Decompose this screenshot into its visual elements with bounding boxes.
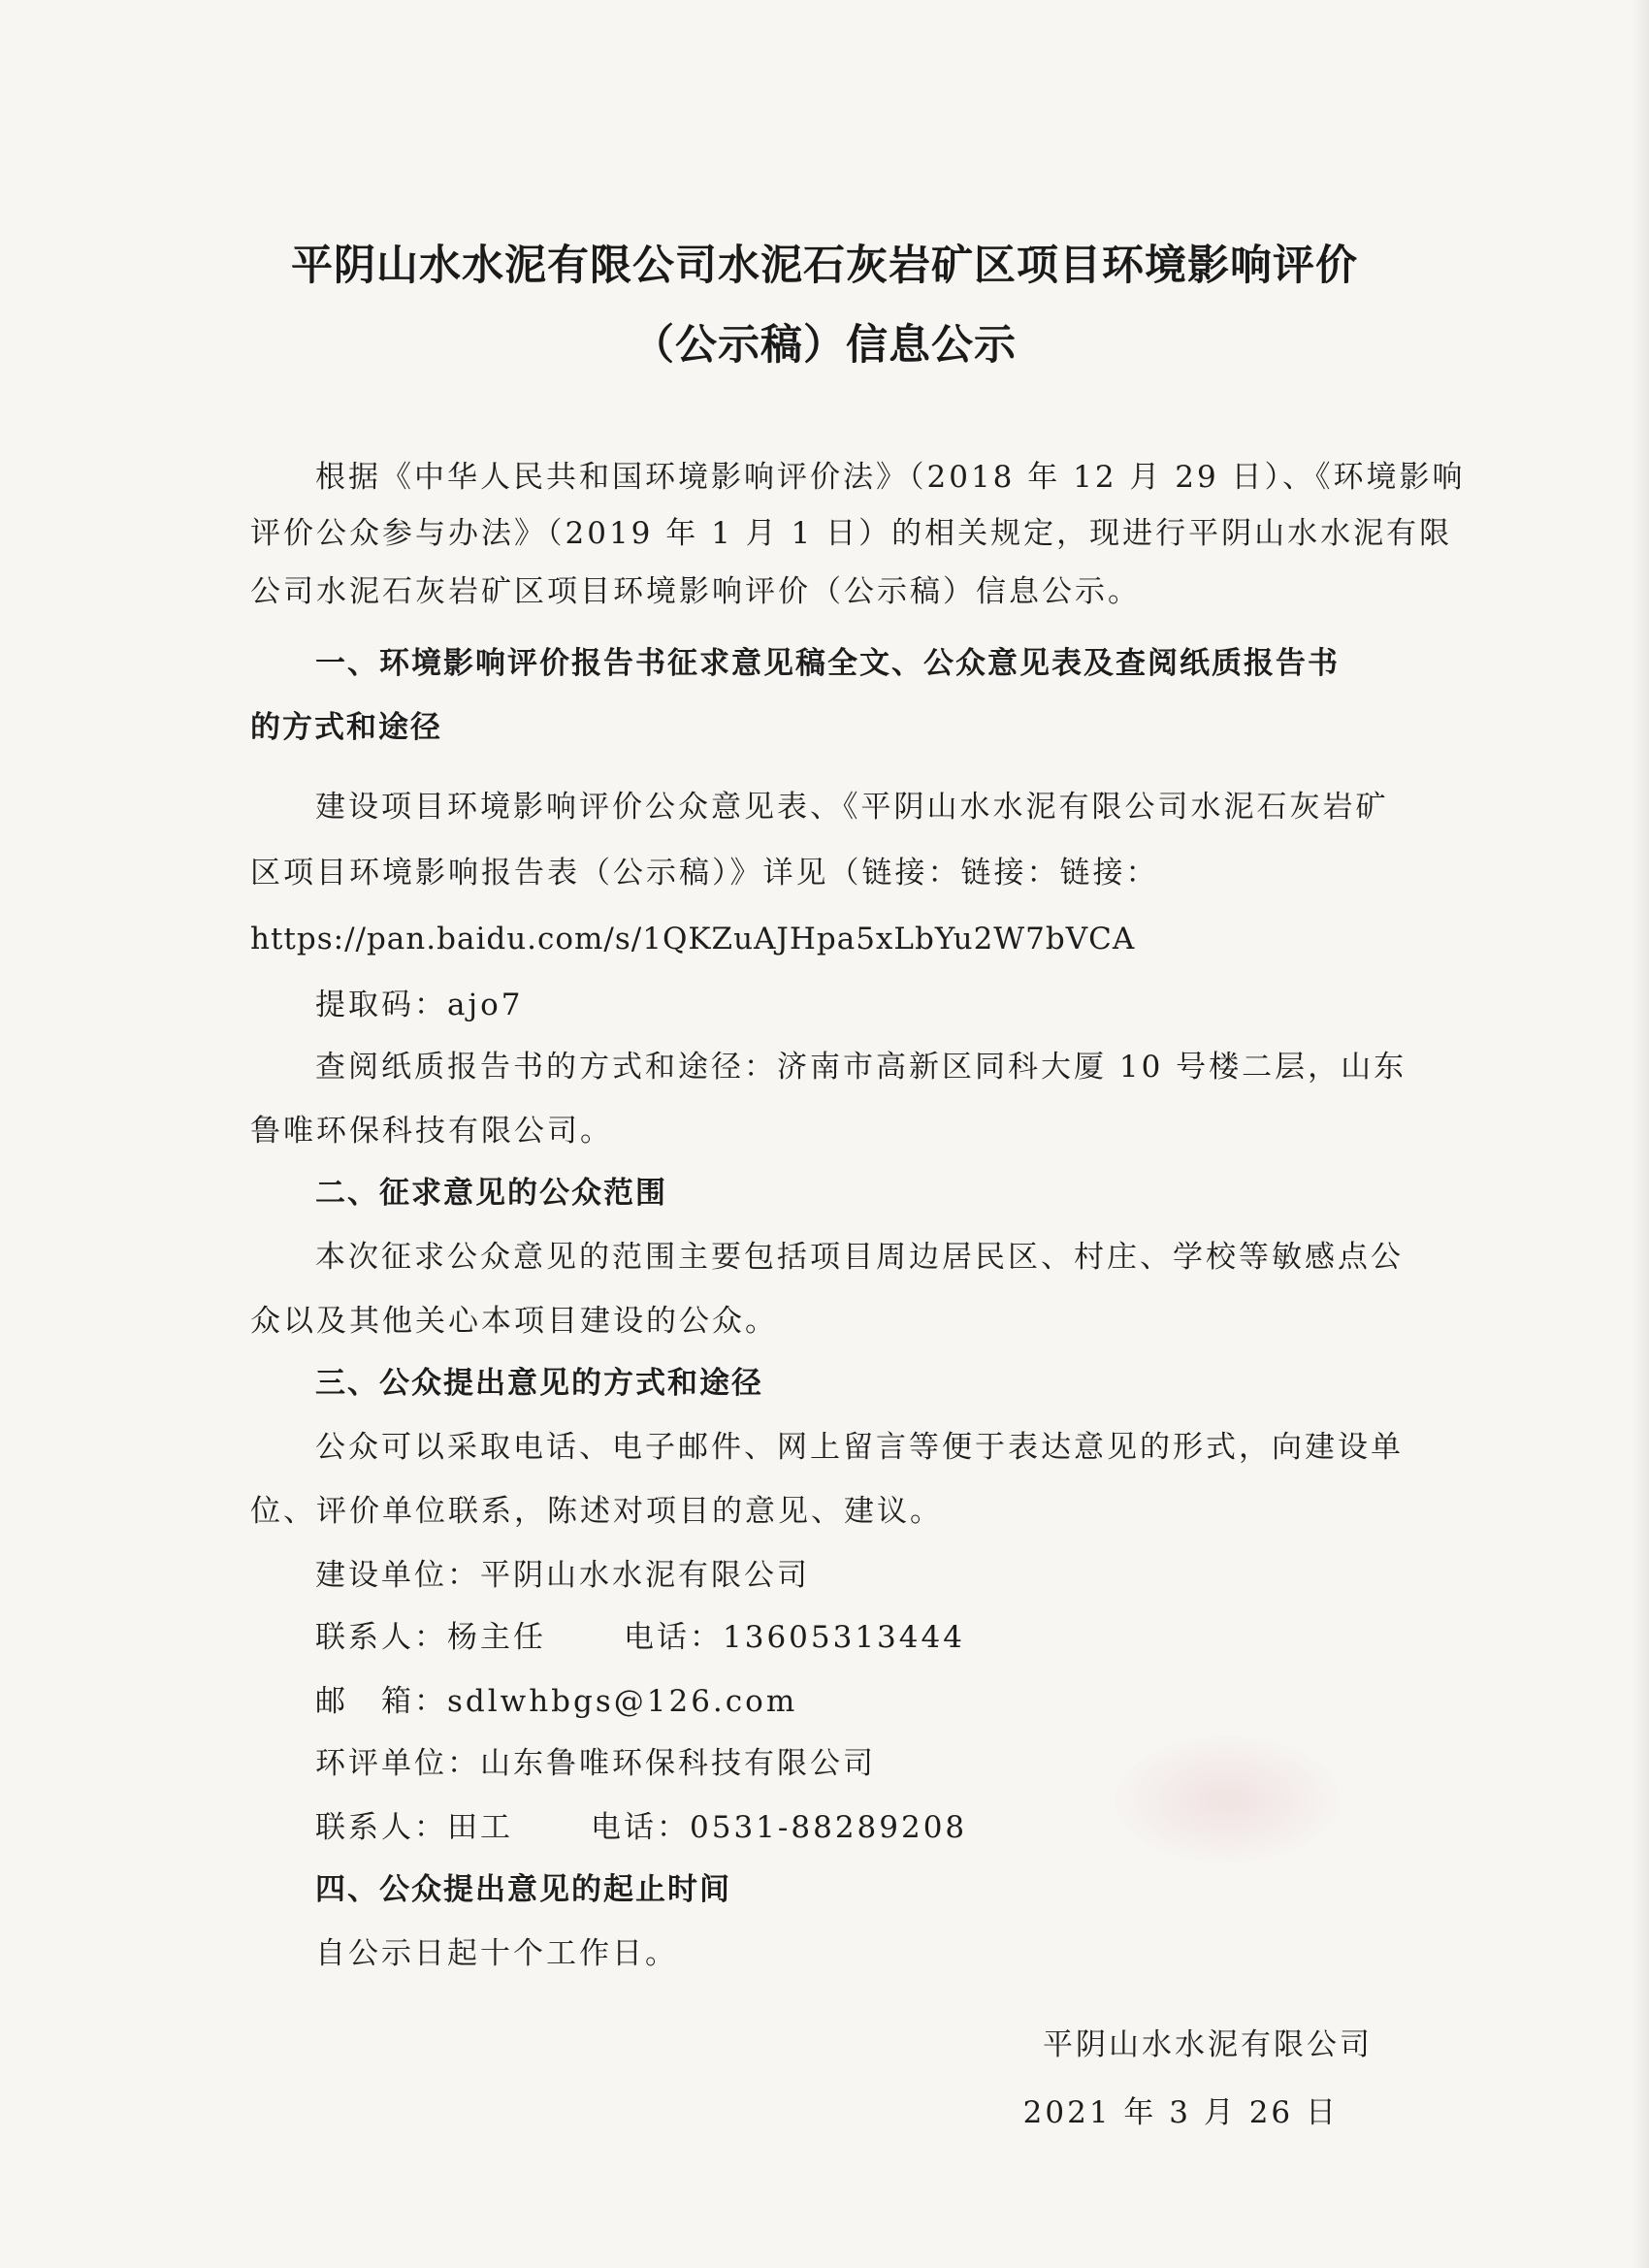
intro-line-3: 公司水泥石灰岩矿区项目环境影响评价（公示稿）信息公示。 [250,574,1141,609]
section1-heading-line-2: 的方式和途径 [250,710,442,745]
intro-line-2: 评价公众参与办法》（2019 年 1 月 1 日）的相关规定，现进行平阴山水水泥有限 [250,516,1453,551]
document-title-line-2: （公示稿）信息公示 [632,321,1017,370]
builder-phone: 电话：13605313444 [624,1620,965,1655]
section1-heading-line-1: 一、环境影响评价报告书征求意见稿全文、公众意见表及查阅纸质报告书 [315,646,1340,681]
builder-contact: 联系人：杨主任 [315,1620,546,1655]
builder-unit: 建设单位：平阴山水水泥有限公司 [315,1558,810,1593]
evaluator-unit: 环评单位：山东鲁唯环保科技有限公司 [315,1746,876,1781]
evaluator-phone: 电话：0531-88289208 [591,1810,968,1845]
section4-text: 自公示日起十个工作日。 [315,1936,678,1971]
signature-date: 2021 年 3 月 26 日 [1022,2095,1339,2130]
section3-heading: 三、公众提出意见的方式和途径 [315,1366,763,1401]
intro-line-1: 根据《中华人民共和国环境影响评价法》（2018 年 12 月 29 日）、《环境影响 [315,460,1466,495]
section2-heading: 二、征求意见的公众范围 [315,1176,667,1211]
section3-para-line-2: 位、评价单位联系，陈述对项目的意见、建议。 [250,1494,943,1529]
section2-para-line-2: 众以及其他关心本项目建设的公众。 [250,1304,778,1339]
section4-heading: 四、公众提出意见的起止时间 [315,1872,731,1907]
paper-report-line-1: 查阅纸质报告书的方式和途径：济南市高新区同科大厦 10 号楼二层，山东 [315,1050,1407,1085]
section1-para-line-2: 区项目环境影响报告表（公示稿）》详见（链接：链接：链接： [250,856,1159,891]
paper-stain [1116,1736,1339,1863]
section2-para-line-1: 本次征求公众意见的范围主要包括项目周边居民区、村庄、学校等敏感点公 [315,1240,1404,1275]
scan-edge-shadow [1632,0,1649,2268]
contact-email: 邮 箱：sdlwhbgs@126.com [315,1684,798,1719]
evaluator-contact: 联系人：田工 [315,1810,513,1845]
paper-report-line-2: 鲁唯环保科技有限公司。 [250,1114,613,1149]
extraction-code: 提取码：ajo7 [315,988,524,1022]
document-title-line-1: 平阴山水水泥有限公司水泥石灰岩矿区项目环境影响评价 [291,242,1358,290]
section3-para-line-1: 公众可以采取电话、电子邮件、网上留言等便于表达意见的形式，向建设单 [315,1430,1404,1465]
builder-contact-row [315,1618,1375,1657]
signature-company: 平阴山水水泥有限公司 [1043,2027,1373,2062]
section1-para-line-1: 建设项目环境影响评价公众意见表、《平阴山水水泥有限公司水泥石灰岩矿 [315,790,1389,825]
download-link: https://pan.baidu.com/s/1QKZuAJHpa5xLbYu2W7bVCA [250,922,1136,956]
